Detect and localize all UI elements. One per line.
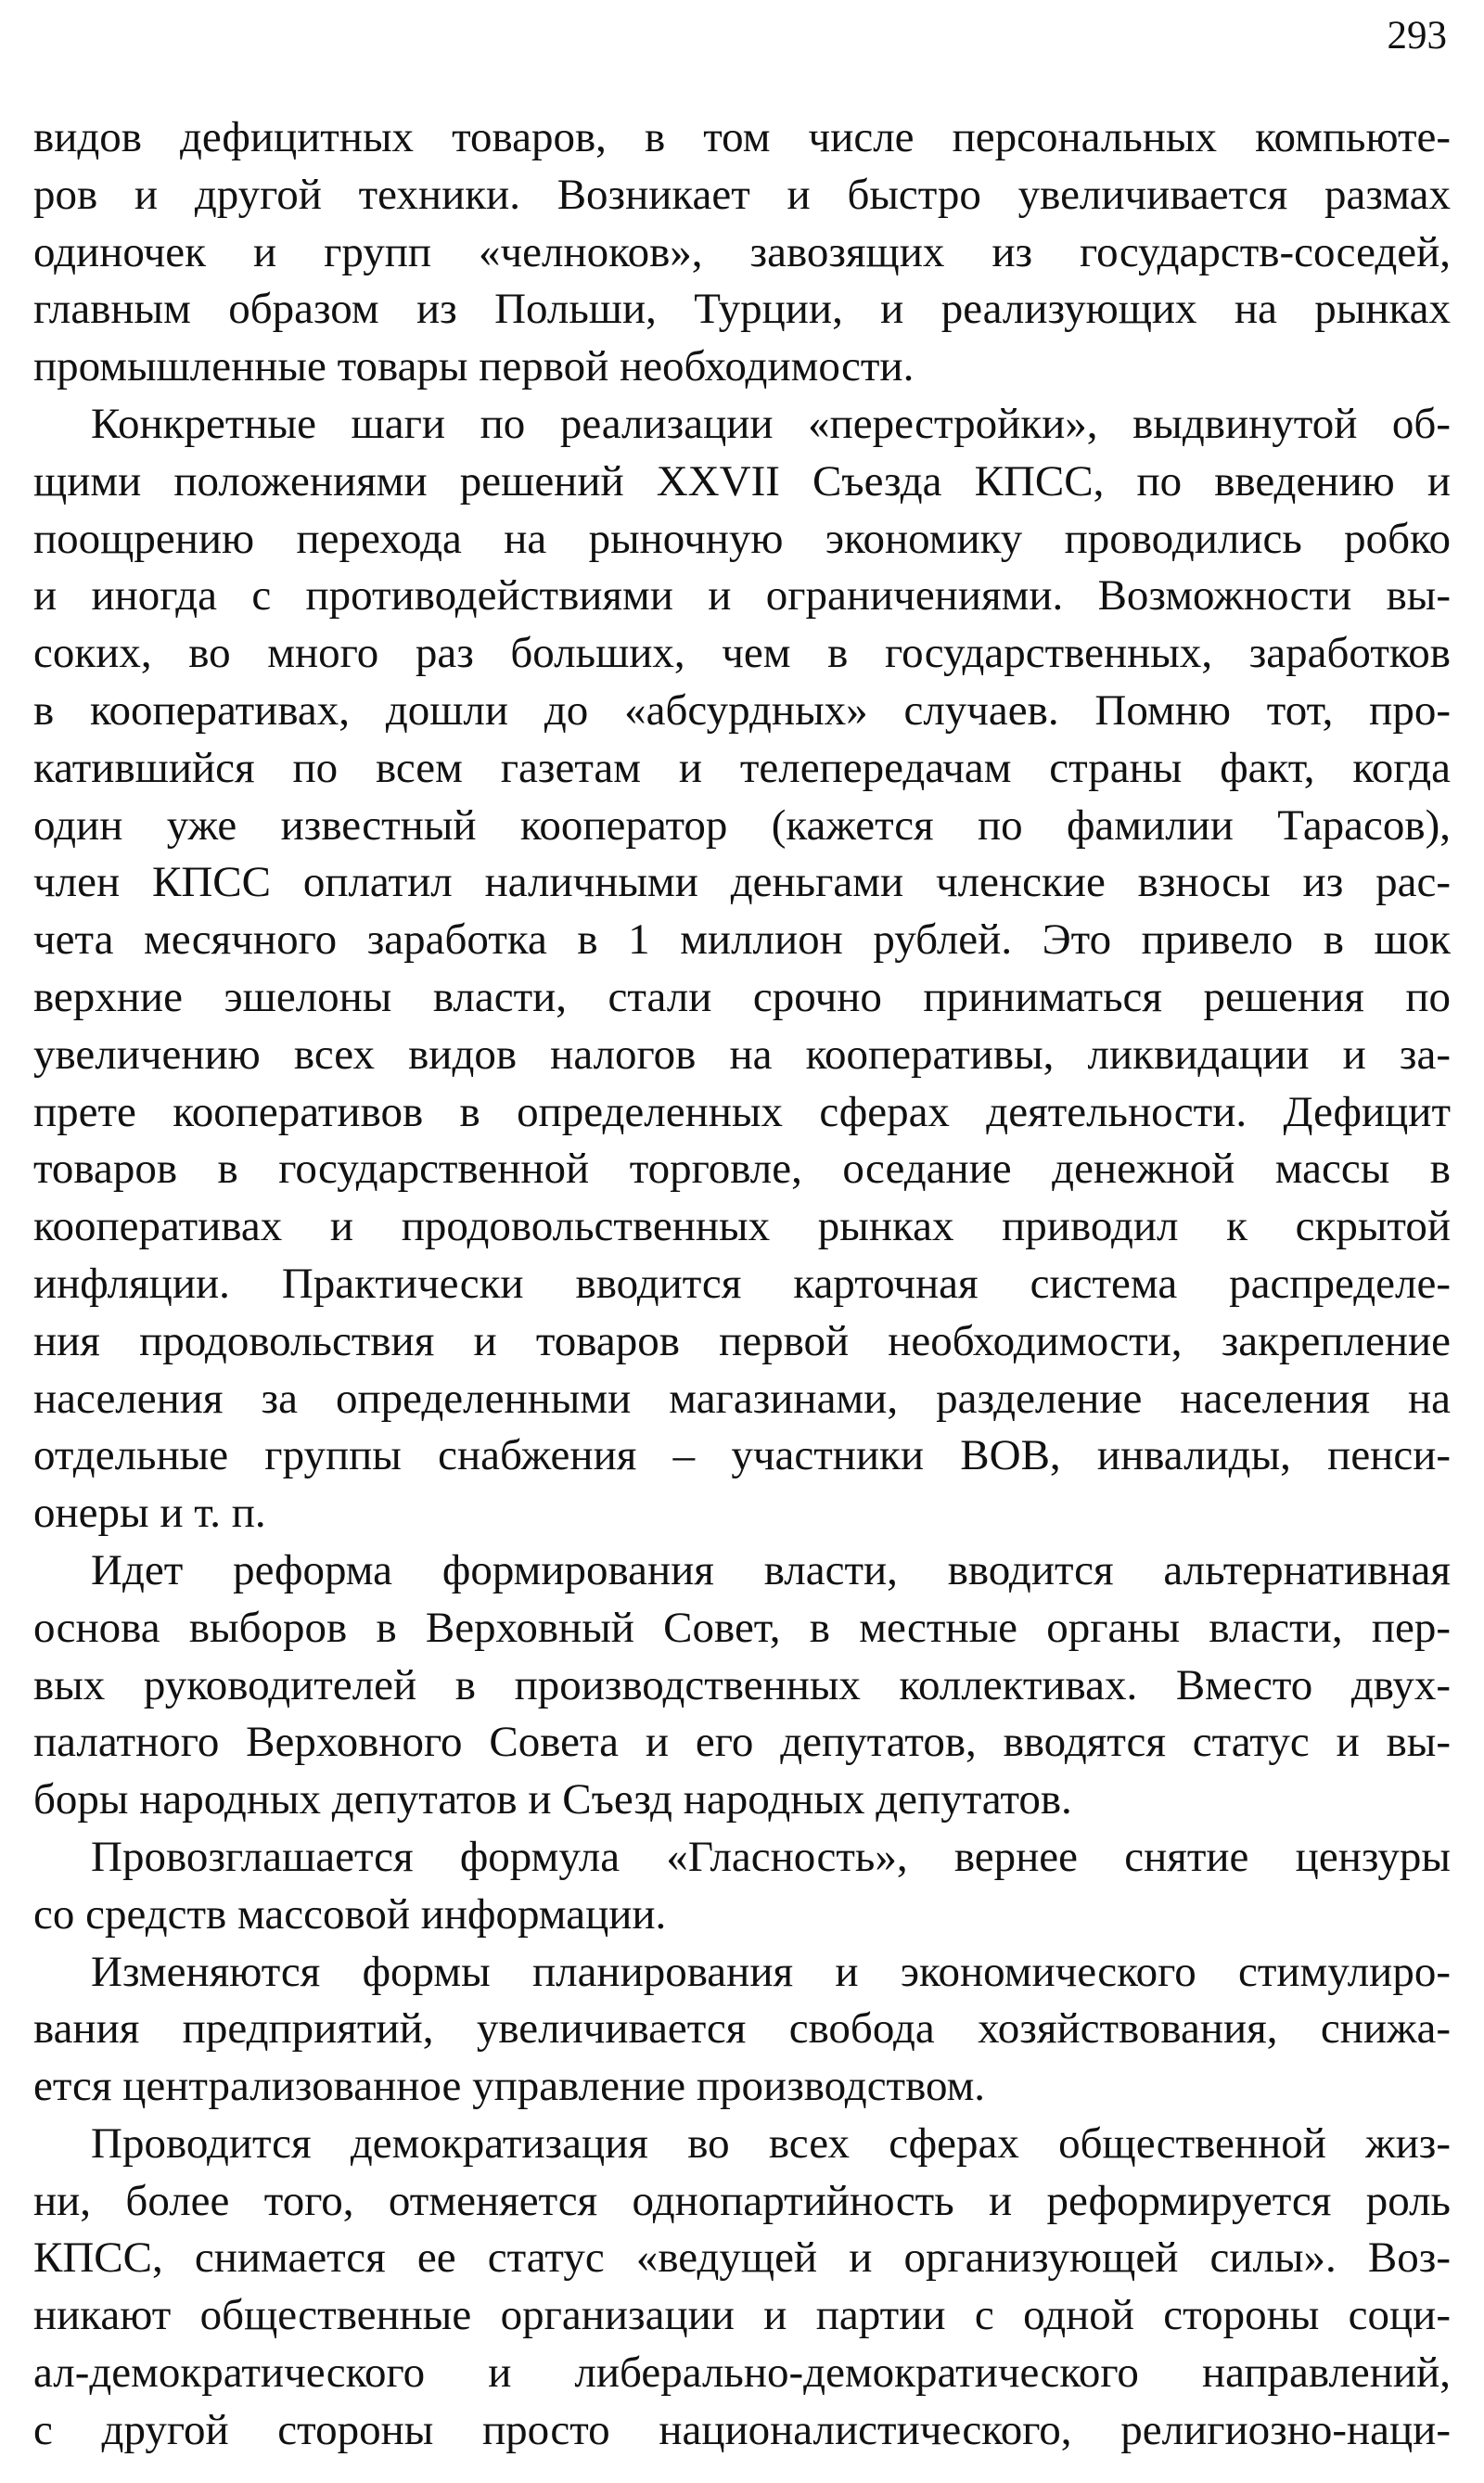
text-line: главным образом из Польши, Турции, и реализующих на рынках xyxy=(33,285,1451,334)
text-line: ни, более того, отменяется однопартийность и реформируется роль xyxy=(33,2176,1451,2225)
text-line: и иногда с противодействиями и ограничениями. Возможности вы- xyxy=(33,571,1451,621)
text-line: онеры и т. п. xyxy=(33,1489,266,1538)
paragraph xyxy=(33,2116,1451,2460)
text-line: Конкретные шаги по реализации «перестройки», выдвинутой об- xyxy=(91,399,1451,448)
text-line: увеличению всех видов налогов на кооперативы, ликвидации и за- xyxy=(33,1030,1451,1079)
text-line: член КПСС оплатил наличными деньгами членские взносы из рас- xyxy=(33,858,1451,907)
text-line: боры народных депутатов и Съезд народных депутатов. xyxy=(33,1775,1072,1824)
text-line: КПСС, снимается ее статус «ведущей и организующей силы». Воз- xyxy=(33,2233,1451,2283)
paragraph xyxy=(33,109,1451,396)
text-line: чета месячного заработка в 1 миллион рублей. Это привело в шок xyxy=(33,915,1451,965)
text-line: никают общественные организации и партии с одной стороны соци- xyxy=(33,2291,1451,2340)
text-line: щими положениями решений XXVII Съезда КПСС, по введению и xyxy=(33,456,1451,506)
page-body-text xyxy=(33,109,1451,2460)
text-line: со средств массовой информации. xyxy=(33,1889,667,1939)
text-line: ал-демократического и либерально-демократического направлений, xyxy=(33,2349,1451,2398)
text-line: инфляции. Практически вводится карточная система распределе- xyxy=(33,1259,1451,1308)
text-line: прете кооперативов в определенных сферах деятельности. Дефицит xyxy=(33,1087,1451,1136)
text-line: поощрению перехода на рыночную экономику проводились робко xyxy=(33,514,1451,563)
text-line: в кооперативах, дошли до «абсурдных» случаев. Помню тот, про- xyxy=(33,685,1451,735)
paragraph xyxy=(33,1829,1451,1944)
text-line: товаров в государственной торговле, оседание денежной массы в xyxy=(33,1145,1451,1194)
text-line: Провозглашается формула «Гласность», вернее снятие цензуры xyxy=(91,1832,1451,1881)
paragraph xyxy=(33,1944,1451,2116)
text-line: вания предприятий, увеличивается свобода хозяйствования, снижа- xyxy=(33,2004,1451,2054)
text-line: Идет реформа формирования власти, вводится альтернативная xyxy=(91,1545,1451,1594)
text-line: ния продовольствия и товаров первой необходимости, закрепление xyxy=(33,1316,1451,1365)
text-line: ров и другой техники. Возникает и быстро увеличивается размах xyxy=(33,170,1451,219)
text-line: одиночек и групп «челноков», завозящих из государств-соседей, xyxy=(33,227,1451,276)
paragraph xyxy=(33,1542,1451,1829)
text-line: один уже известный кооператор (кажется по фамилии Тарасов), xyxy=(33,800,1451,850)
text-line: соких, во много раз больших, чем в государственных, заработков xyxy=(33,629,1451,678)
text-line: видов дефицитных товаров, в том числе персональных компьюте- xyxy=(33,113,1451,161)
text-line: палатного Верховного Совета и его депутатов, вводятся статус и вы- xyxy=(33,1718,1451,1767)
page-number: 293 xyxy=(1387,14,1447,58)
text-line: Изменяются формы планирования и экономического стимулиро- xyxy=(91,1947,1451,1996)
text-line: Проводится демократизация во всех сферах общественной жиз- xyxy=(91,2118,1451,2168)
text-line: верхние эшелоны власти, стали срочно приниматься решения по xyxy=(33,972,1451,1021)
text-line: с другой стороны просто националистического, религиозно-наци- xyxy=(33,2405,1451,2454)
text-line: кооперативах и продовольственных рынках приводил к скрытой xyxy=(33,1202,1451,1251)
paragraph xyxy=(33,396,1451,1542)
text-line: основа выборов в Верховный Совет, в местные органы власти, пер- xyxy=(33,1603,1451,1652)
text-line: ется централизованное управление производством. xyxy=(33,2062,986,2111)
text-line: отдельные группы снабжения – участники ВОВ, инвалиды, пенси- xyxy=(33,1431,1451,1480)
text-line: населения за определенными магазинами, разделение населения на xyxy=(33,1374,1451,1423)
text-line: катившийся по всем газетам и телепередачам страны факт, когда xyxy=(33,743,1451,792)
text-line: вых руководителей в производственных коллективах. Вместо двух- xyxy=(33,1660,1451,1709)
text-line: промышленные товары первой необходимости. xyxy=(33,342,915,391)
